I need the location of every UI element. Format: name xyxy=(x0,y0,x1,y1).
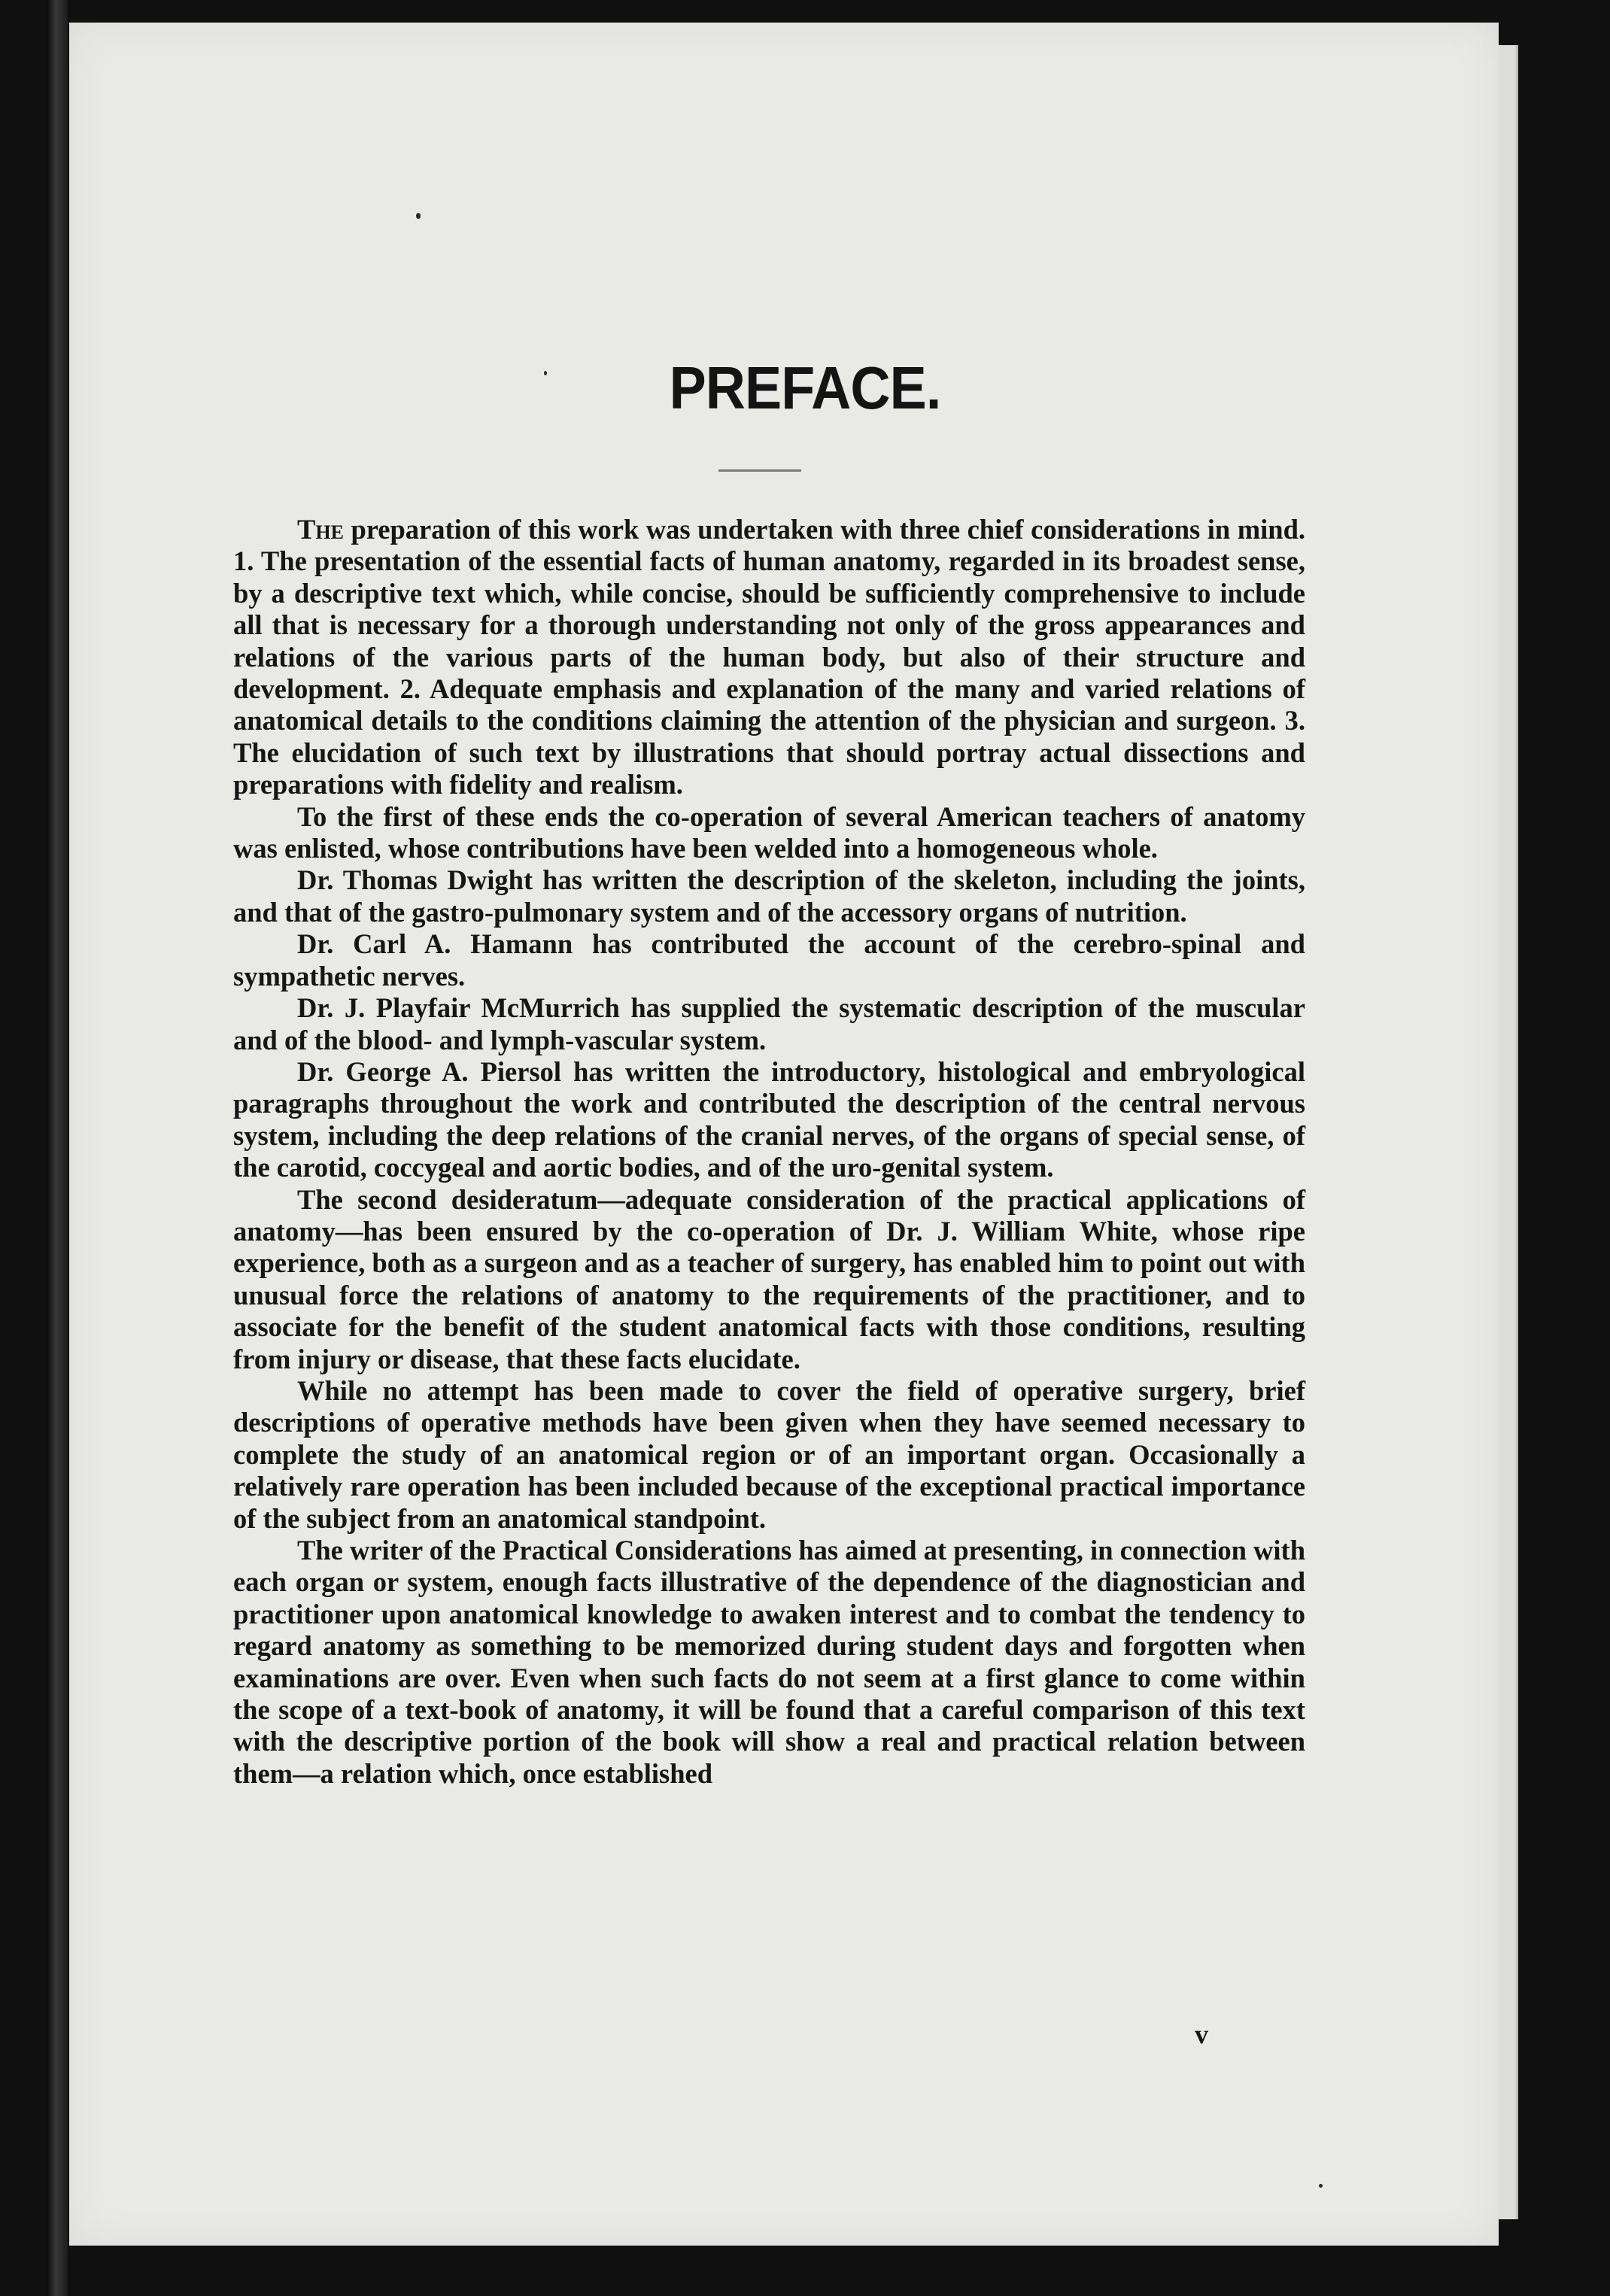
paragraph-text: Dr. Carl A. Hamann has contributed the account of the cerebro-spinal and sympathetic nerves. xyxy=(233,928,1305,992)
scan-speck xyxy=(416,213,421,219)
lead-word: The xyxy=(297,514,344,545)
title-rule xyxy=(718,469,801,472)
paragraph-6 xyxy=(233,1056,1305,1184)
paragraph-3 xyxy=(233,864,1305,928)
paragraph-2 xyxy=(233,801,1305,865)
paragraph-text: Dr. J. Playfair McMurrich has supplied the systematic description of the muscular and of the blood- and lymph-vascular system. xyxy=(233,992,1305,1055)
paragraph-7 xyxy=(233,1184,1305,1375)
paragraph-text: The writer of the Practical Considerations has aimed at presenting, in connection with each organ or system, enough facts illustrative of the dependence of the diagnostician and practitioner upon anatomical knowledge to awaken interest and to combat the tendency to regard anatomy as something to be memorized during student days and forgotten when examinations are over. Even when such facts do not seem at a first glance to come within the scope of a text-book of anatomy, it will be found that a careful comparison of this text with the descriptive portion of the book will show a real and practical relation between them—a relation which, once established xyxy=(233,1535,1305,1789)
paragraph-4 xyxy=(233,928,1305,992)
paragraph-5 xyxy=(233,992,1305,1056)
page-number: v xyxy=(1195,2019,1208,2049)
paragraph-text: The second desideratum—adequate consideration of the practical applications of anatomy—has been ensured by the co-operation of Dr. J. William White, whose ripe experience, both as a surgeon and as a teacher of surgery, has enabled him to point out with unusual force the relations of anatomy to the requirements of the practitioner, and to associate for the benefit of the student anatomical facts with those conditions, resulting from injury or disease, that these facts elucidate. xyxy=(233,1183,1305,1374)
paragraph-text: Dr. Thomas Dwight has written the description of the skeleton, including the joints, and that of the gastro-pulmonary system and of the accessory organs of nutrition. xyxy=(233,864,1305,928)
paragraph-1 xyxy=(233,514,1305,801)
paragraph-8 xyxy=(233,1375,1305,1535)
paragraph-text: Dr. George A. Piersol has written the introductory, histological and embryological paragraphs throughout the work and contributed the description of the central nervous system, including the deep relations of the cranial nerves, of the organs of special sense, of the carotid, coccygeal and aortic bodies, and of the uro-genital system. xyxy=(233,1055,1305,1183)
binding-edge xyxy=(47,0,68,2296)
preface-body xyxy=(233,514,1305,1790)
paragraph-text: While no attempt has been made to cover the field of operative surgery, brief descriptions of operative methods have been given when they have seemed necessary to complete the study of an anatomical region or of an important organ. Occasionally a relatively rare operation has been included because of the exceptional practical importance of the subject from an anatomical standpoint. xyxy=(233,1374,1305,1534)
paragraph-9 xyxy=(233,1535,1305,1790)
paragraph-text: To the first of these ends the co-operation of several American teachers of anatomy was enlisted, whose contributions have been welded into a homogeneous whole. xyxy=(233,800,1305,864)
page-title: PREFACE. xyxy=(669,354,941,421)
paragraph-text: preparation of this work was undertaken with three chief considerations in mind. 1. The presentation of the essential facts of human anatomy, regarded in its broadest sense, by a descriptive text which, while concise, should be sufficiently comprehensive to include all that is necessary for a thorough understanding not only of the gross appearances and relations of the various parts of the human body, but also of their structure and development. 2. Adequate emphasis and explanation of the many and varied relations of anatomical details to the conditions claiming the attention of the physician and surgeon. 3. The elucidation of such text by illustrations that should portray actual dissections and preparations with fidelity and realism. xyxy=(233,514,1305,800)
scan-speck xyxy=(1319,2184,1323,2188)
